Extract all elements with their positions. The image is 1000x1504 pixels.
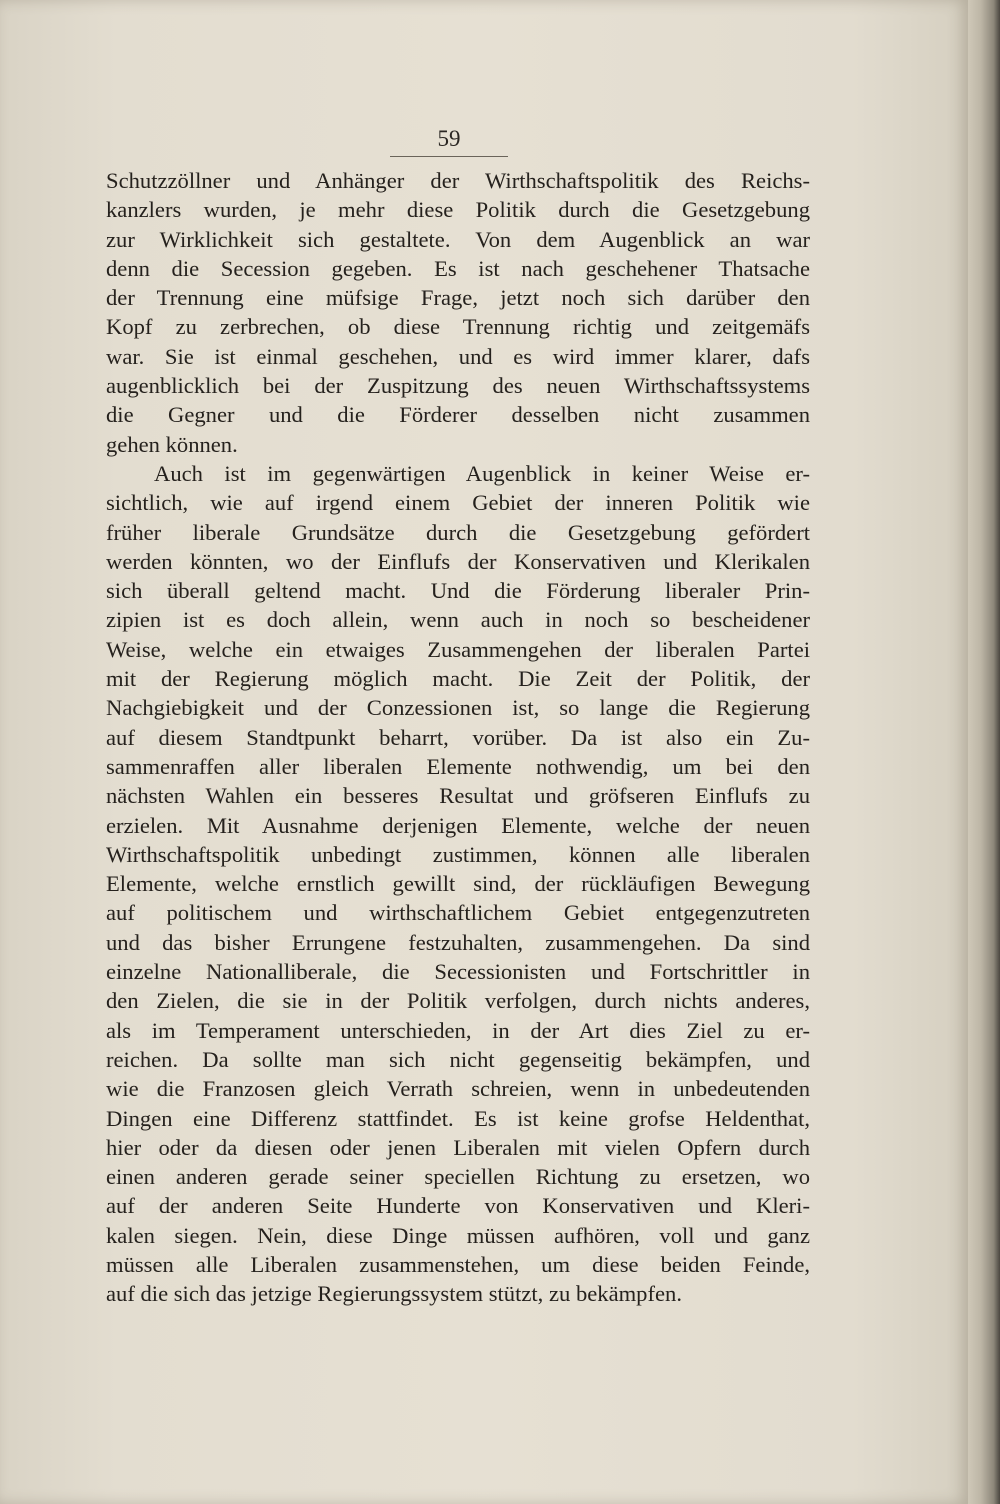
text-line: auf politischem und wirthschaftlichem Gebiet entgegenzutreten — [106, 900, 810, 926]
text-line: augenblicklich bei der Zuspitzung des neuen Wirthschaftssystems — [106, 373, 810, 399]
text-line: und das bisher Errungene festzuhalten, zusammengehen. Da sind — [106, 929, 810, 955]
text-line: Kopf zu zerbrechen, ob diese Trennung richtig und zeitgemäfs — [106, 314, 810, 340]
text-line: nächsten Wahlen ein besseres Resultat und gröfseren Einflufs zu — [106, 783, 810, 809]
text-line: der Trennung eine müfsige Frage, jetzt noch sich darüber den — [106, 285, 810, 311]
text-line: Auch ist im gegenwärtigen Augenblick in keiner Weise er- — [154, 460, 810, 486]
text-line: müssen alle Liberalen zusammenstehen, um diese beiden Feinde, — [106, 1251, 810, 1277]
text-line: kanzlers wurden, je mehr diese Politik durch die Gesetzgebung — [106, 197, 810, 223]
text-line: zur Wirklichkeit sich gestaltete. Von dem Augenblick an war — [106, 226, 810, 252]
text-line: wie die Franzosen gleich Verrath schreien, wenn in unbedeutenden — [106, 1076, 810, 1102]
text-line: werden könnten, wo der Einflufs der Konservativen und Klerikalen — [106, 548, 810, 574]
text-line: kalen siegen. Nein, diese Dinge müssen aufhören, voll und ganz — [106, 1222, 810, 1248]
text-line: Wirthschaftspolitik unbedingt zustimmen, können alle liberalen — [106, 841, 810, 867]
body-text — [106, 166, 810, 1309]
text-line: auf der anderen Seite Hunderte von Konservativen und Kleri- — [106, 1193, 810, 1219]
text-line: gehen können. — [106, 431, 238, 457]
text-line: mit der Regierung möglich macht. Die Zeit der Politik, der — [106, 666, 810, 692]
text-line: denn die Secession gegeben. Es ist nach geschehener Thatsache — [106, 255, 810, 281]
text-line: reichen. Da sollte man sich nicht gegenseitig bekämpfen, und — [106, 1046, 810, 1072]
text-line: früher liberale Grundsätze durch die Gesetzgebung gefördert — [106, 519, 810, 545]
text-line: einen anderen gerade seiner speciellen Richtung zu ersetzen, wo — [106, 1164, 810, 1190]
text-line: zipien ist es doch allein, wenn auch in noch so bescheidener — [106, 607, 810, 633]
text-line: Dingen eine Differenz stattfindet. Es ist keine grofse Heldenthat, — [106, 1105, 810, 1131]
text-line: hier oder da diesen oder jenen Liberalen mit vielen Opfern durch — [106, 1134, 810, 1160]
text-line: den Zielen, die sie in der Politik verfolgen, durch nichts anderes, — [106, 988, 810, 1014]
text-line: Elemente, welche ernstlich gewillt sind, der rückläufigen Bewegung — [106, 871, 810, 897]
text-line: die Gegner und die Förderer desselben nicht zusammen — [106, 402, 810, 428]
text-line: einzelne Nationalliberale, die Secessionisten und Fortschrittler in — [106, 959, 810, 985]
text-line: war. Sie ist einmal geschehen, und es wird immer klarer, dafs — [106, 343, 810, 369]
text-line: sichtlich, wie auf irgend einem Gebiet der inneren Politik wie — [106, 490, 810, 516]
book-page-edge — [968, 0, 1000, 1504]
text-line: Nachgiebigkeit und der Conzessionen ist, so lange die Regierung — [106, 695, 810, 721]
text-line: sich überall geltend macht. Und die Förderung liberaler Prin- — [106, 578, 810, 604]
text-line: Weise, welche ein etwaiges Zusammengehen der liberalen Partei — [106, 636, 810, 662]
page-number: 59 — [390, 126, 508, 157]
text-line: Schutzzöllner und Anhänger der Wirthschaftspolitik des Reichs- — [106, 168, 810, 193]
text-line: als im Temperament unterschieden, in der Art dies Ziel zu er- — [106, 1017, 810, 1043]
text-line: auf diesem Standtpunkt beharrt, vorüber. Da ist also ein Zu- — [106, 724, 810, 750]
text-line: sammenraffen aller liberalen Elemente nothwendig, um bei den — [106, 753, 810, 779]
text-line: auf die sich das jetzige Regierungssystem stützt, zu bekämpfen. — [106, 1281, 682, 1307]
text-line: erzielen. Mit Ausnahme derjenigen Elemente, welche der neuen — [106, 812, 810, 838]
